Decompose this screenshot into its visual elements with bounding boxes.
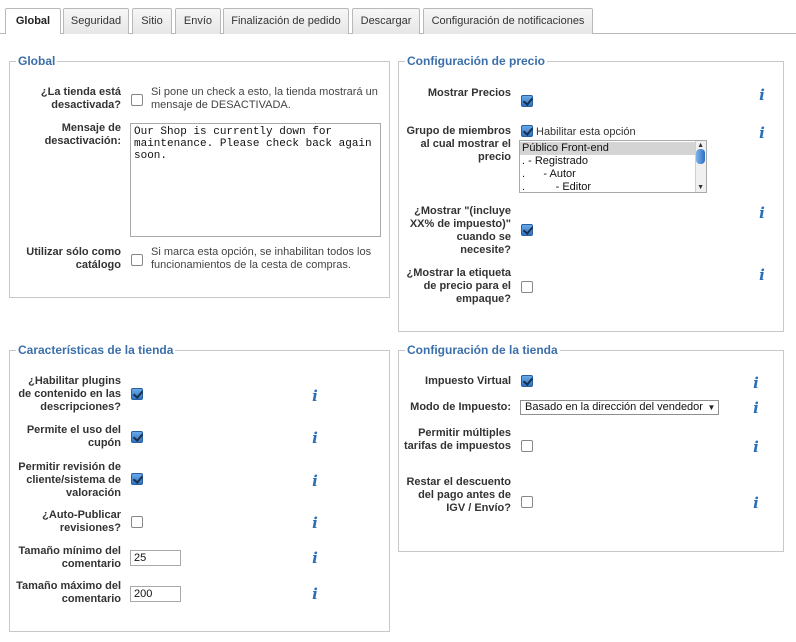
info-icon[interactable]: i <box>759 204 765 222</box>
store-disabled-checkbox[interactable] <box>131 94 143 106</box>
catalog-only-desc: Si marca esta opción, se inhabilitan todos los funcionamientos de la cesta de compras. <box>151 246 372 271</box>
group-option[interactable]: Público Front-end <box>520 142 695 155</box>
packaging-label: ¿Mostrar la etiqueta de precio para el empaque? <box>406 267 511 305</box>
tab-seguridad[interactable]: Seguridad <box>63 8 129 34</box>
tab-descargar[interactable]: Descargar <box>352 8 420 34</box>
enable-group-checkbox[interactable] <box>521 125 533 137</box>
show-prices-label: Mostrar Precios <box>427 87 511 99</box>
info-icon[interactable]: i <box>312 472 318 490</box>
tab-bar <box>0 0 796 34</box>
multi-tax-label: Permitir múltiples tarifas de impuestos <box>404 427 511 452</box>
listbox-scrollbar[interactable] <box>695 141 706 192</box>
discount-checkbox[interactable] <box>521 496 533 508</box>
info-icon[interactable]: i <box>753 494 759 512</box>
scroll-thumb[interactable] <box>696 149 705 164</box>
store-disabled-desc: Si pone un check a esto, la tienda mostrará un mensaje de DESACTIVADA. <box>151 86 378 111</box>
tab-notificaciones[interactable]: Configuración de notificaciones <box>423 8 593 34</box>
info-icon[interactable]: i <box>753 438 759 456</box>
disable-message-label: Mensaje de desactivación: <box>44 122 121 147</box>
max-comment-label: Tamaño máximo del comentario <box>16 580 121 605</box>
disable-message-textarea[interactable] <box>130 123 381 237</box>
min-comment-input[interactable] <box>130 550 181 566</box>
catalog-only-checkbox[interactable] <box>131 254 143 266</box>
global-legend: Global <box>18 54 56 68</box>
group-option[interactable]: . - Editor <box>522 181 592 193</box>
member-group-listbox[interactable] <box>519 140 707 193</box>
tab-finalizacion[interactable]: Finalización de pedido <box>223 8 349 34</box>
info-icon[interactable]: i <box>312 514 318 532</box>
store-disabled-label: ¿La tienda está desactivada? <box>40 86 121 111</box>
tax-mode-select[interactable] <box>520 400 719 415</box>
enable-group-text: Habilitar esta opción <box>536 126 636 138</box>
scroll-down-icon[interactable]: ▼ <box>697 184 704 191</box>
content-plugins-checkbox[interactable] <box>131 388 143 400</box>
info-icon[interactable]: i <box>312 429 318 447</box>
chevron-down-icon: ▼ <box>707 403 716 412</box>
info-icon[interactable]: i <box>753 374 759 392</box>
info-icon[interactable]: i <box>759 86 765 104</box>
price-legend: Configuración de precio <box>407 54 546 68</box>
catalog-only-label: Utilizar sólo como catálogo <box>26 246 121 271</box>
packaging-checkbox[interactable] <box>521 281 533 293</box>
info-icon[interactable]: i <box>753 399 759 417</box>
group-option[interactable]: . - Autor <box>522 168 576 180</box>
scroll-up-icon[interactable]: ▲ <box>697 142 704 149</box>
store-config-legend: Configuración de la tienda <box>407 343 558 357</box>
coupon-checkbox[interactable] <box>131 431 143 443</box>
info-icon[interactable]: i <box>759 124 765 142</box>
coupon-label: Permite el uso del cupón <box>26 424 121 449</box>
info-icon[interactable]: i <box>312 585 318 603</box>
tab-envio[interactable]: Envío <box>175 8 221 34</box>
review-checkbox[interactable] <box>131 473 143 485</box>
multi-tax-checkbox[interactable] <box>521 440 533 452</box>
content-plugins-label: ¿Habilitar plugins de contenido en las descripciones? <box>18 375 121 413</box>
tax-mode-label: Modo de Impuesto: <box>410 401 511 413</box>
tax-mode-value: Basado en la dirección del vendedor <box>525 401 703 413</box>
info-icon[interactable]: i <box>312 549 318 567</box>
virtual-tax-label: Impuesto Virtual <box>425 375 511 387</box>
tab-global[interactable]: Global <box>5 8 61 35</box>
group-option[interactable]: . - Registrado <box>522 155 589 167</box>
min-comment-label: Tamaño mínimo del comentario <box>18 545 121 570</box>
auto-publish-label: ¿Auto-Publicar revisiones? <box>42 509 121 534</box>
max-comment-input[interactable] <box>130 586 181 602</box>
auto-publish-checkbox[interactable] <box>131 516 143 528</box>
discount-label: Restar el descuento del pago antes de IGV / Envío? <box>406 476 511 514</box>
show-prices-checkbox[interactable] <box>521 95 533 107</box>
virtual-tax-checkbox[interactable] <box>521 375 533 387</box>
show-tax-label: ¿Mostrar "(incluye XX% de impuesto)" cuando se necesite? <box>409 205 511 256</box>
info-icon[interactable]: i <box>759 266 765 284</box>
info-icon[interactable]: i <box>312 387 318 405</box>
features-legend: Características de la tienda <box>18 343 174 357</box>
show-tax-checkbox[interactable] <box>521 224 533 236</box>
tab-sitio[interactable]: Sitio <box>132 8 172 34</box>
review-label: Permitir revisión de cliente/sistema de valoración <box>18 461 121 499</box>
member-group-label: Grupo de miembros al cual mostrar el precio <box>406 125 511 163</box>
